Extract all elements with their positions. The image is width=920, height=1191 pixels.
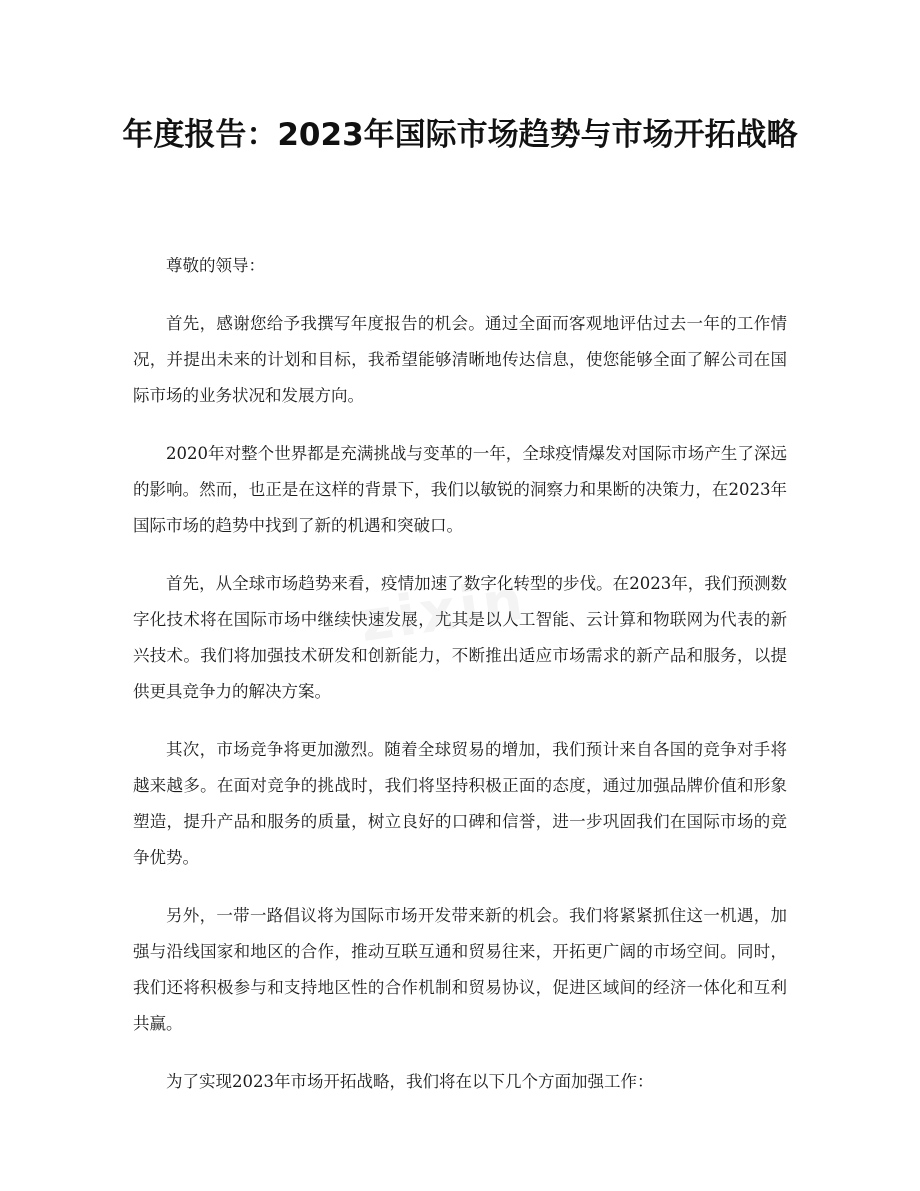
paragraph-5: 另外，一带一路倡议将为国际市场开发带来新的机会。我们将紧紧抓住这一机遇，加强与沿线国家和地区的合作，推动互联互通和贸易往来，开拓更广阔的市场空间。同时，我们还将积极参与和支持地区性的合作机制和贸易协议，促进区域间的经济一体化和互利共赢。 xyxy=(133,906,787,1033)
paragraph-1: 首先，感谢您给予我撰写年度报告的机会。通过全面而客观地评估过去一年的工作情况，并提出未来的计划和目标，我希望能够清晰地传达信息，使您能够全面了解公司在国际市场的业务状况和发展方向。 xyxy=(133,314,787,405)
paragraph-4: 其次，市场竞争将更加激烈。随着全球贸易的增加，我们预计来自各国的竞争对手将越来越多。在面对竞争的挑战时，我们将坚持积极正面的态度，通过加强品牌价值和形象塑造，提升产品和服务的质量，树立良好的口碑和信誉，进一步巩固我们在国际市场的竞争优势。 xyxy=(133,740,787,867)
document-title: 年度报告：2023年国际市场趋势与市场开拓战略 xyxy=(122,117,798,153)
salutation: 尊敬的领导： xyxy=(166,256,265,275)
document-body xyxy=(133,248,787,1122)
paragraph-3: 首先，从全球市场趋势来看，疫情加速了数字化转型的步伐。在2023年，我们预测数字化技术将在国际市场中继续快速发展，尤其是以人工智能、云计算和物联网为代表的新兴技术。我们将加强技术研发和创新能力，不断推出适应市场需求的新产品和服务，以提供更具竞争力的解决方案。 xyxy=(133,574,787,701)
paragraph-2: 2020年对整个世界都是充满挑战与变革的一年，全球疫情爆发对国际市场产生了深远的影响。然而，也正是在这样的背景下，我们以敏锐的洞察力和果断的决策力，在2023年国际市场的趋势中找到了新的机遇和突破口。 xyxy=(133,444,787,535)
watermark: zixin xyxy=(356,567,531,656)
paragraph-6: 为了实现2023年市场开拓战略，我们将在以下几个方面加强工作： xyxy=(166,1072,654,1091)
